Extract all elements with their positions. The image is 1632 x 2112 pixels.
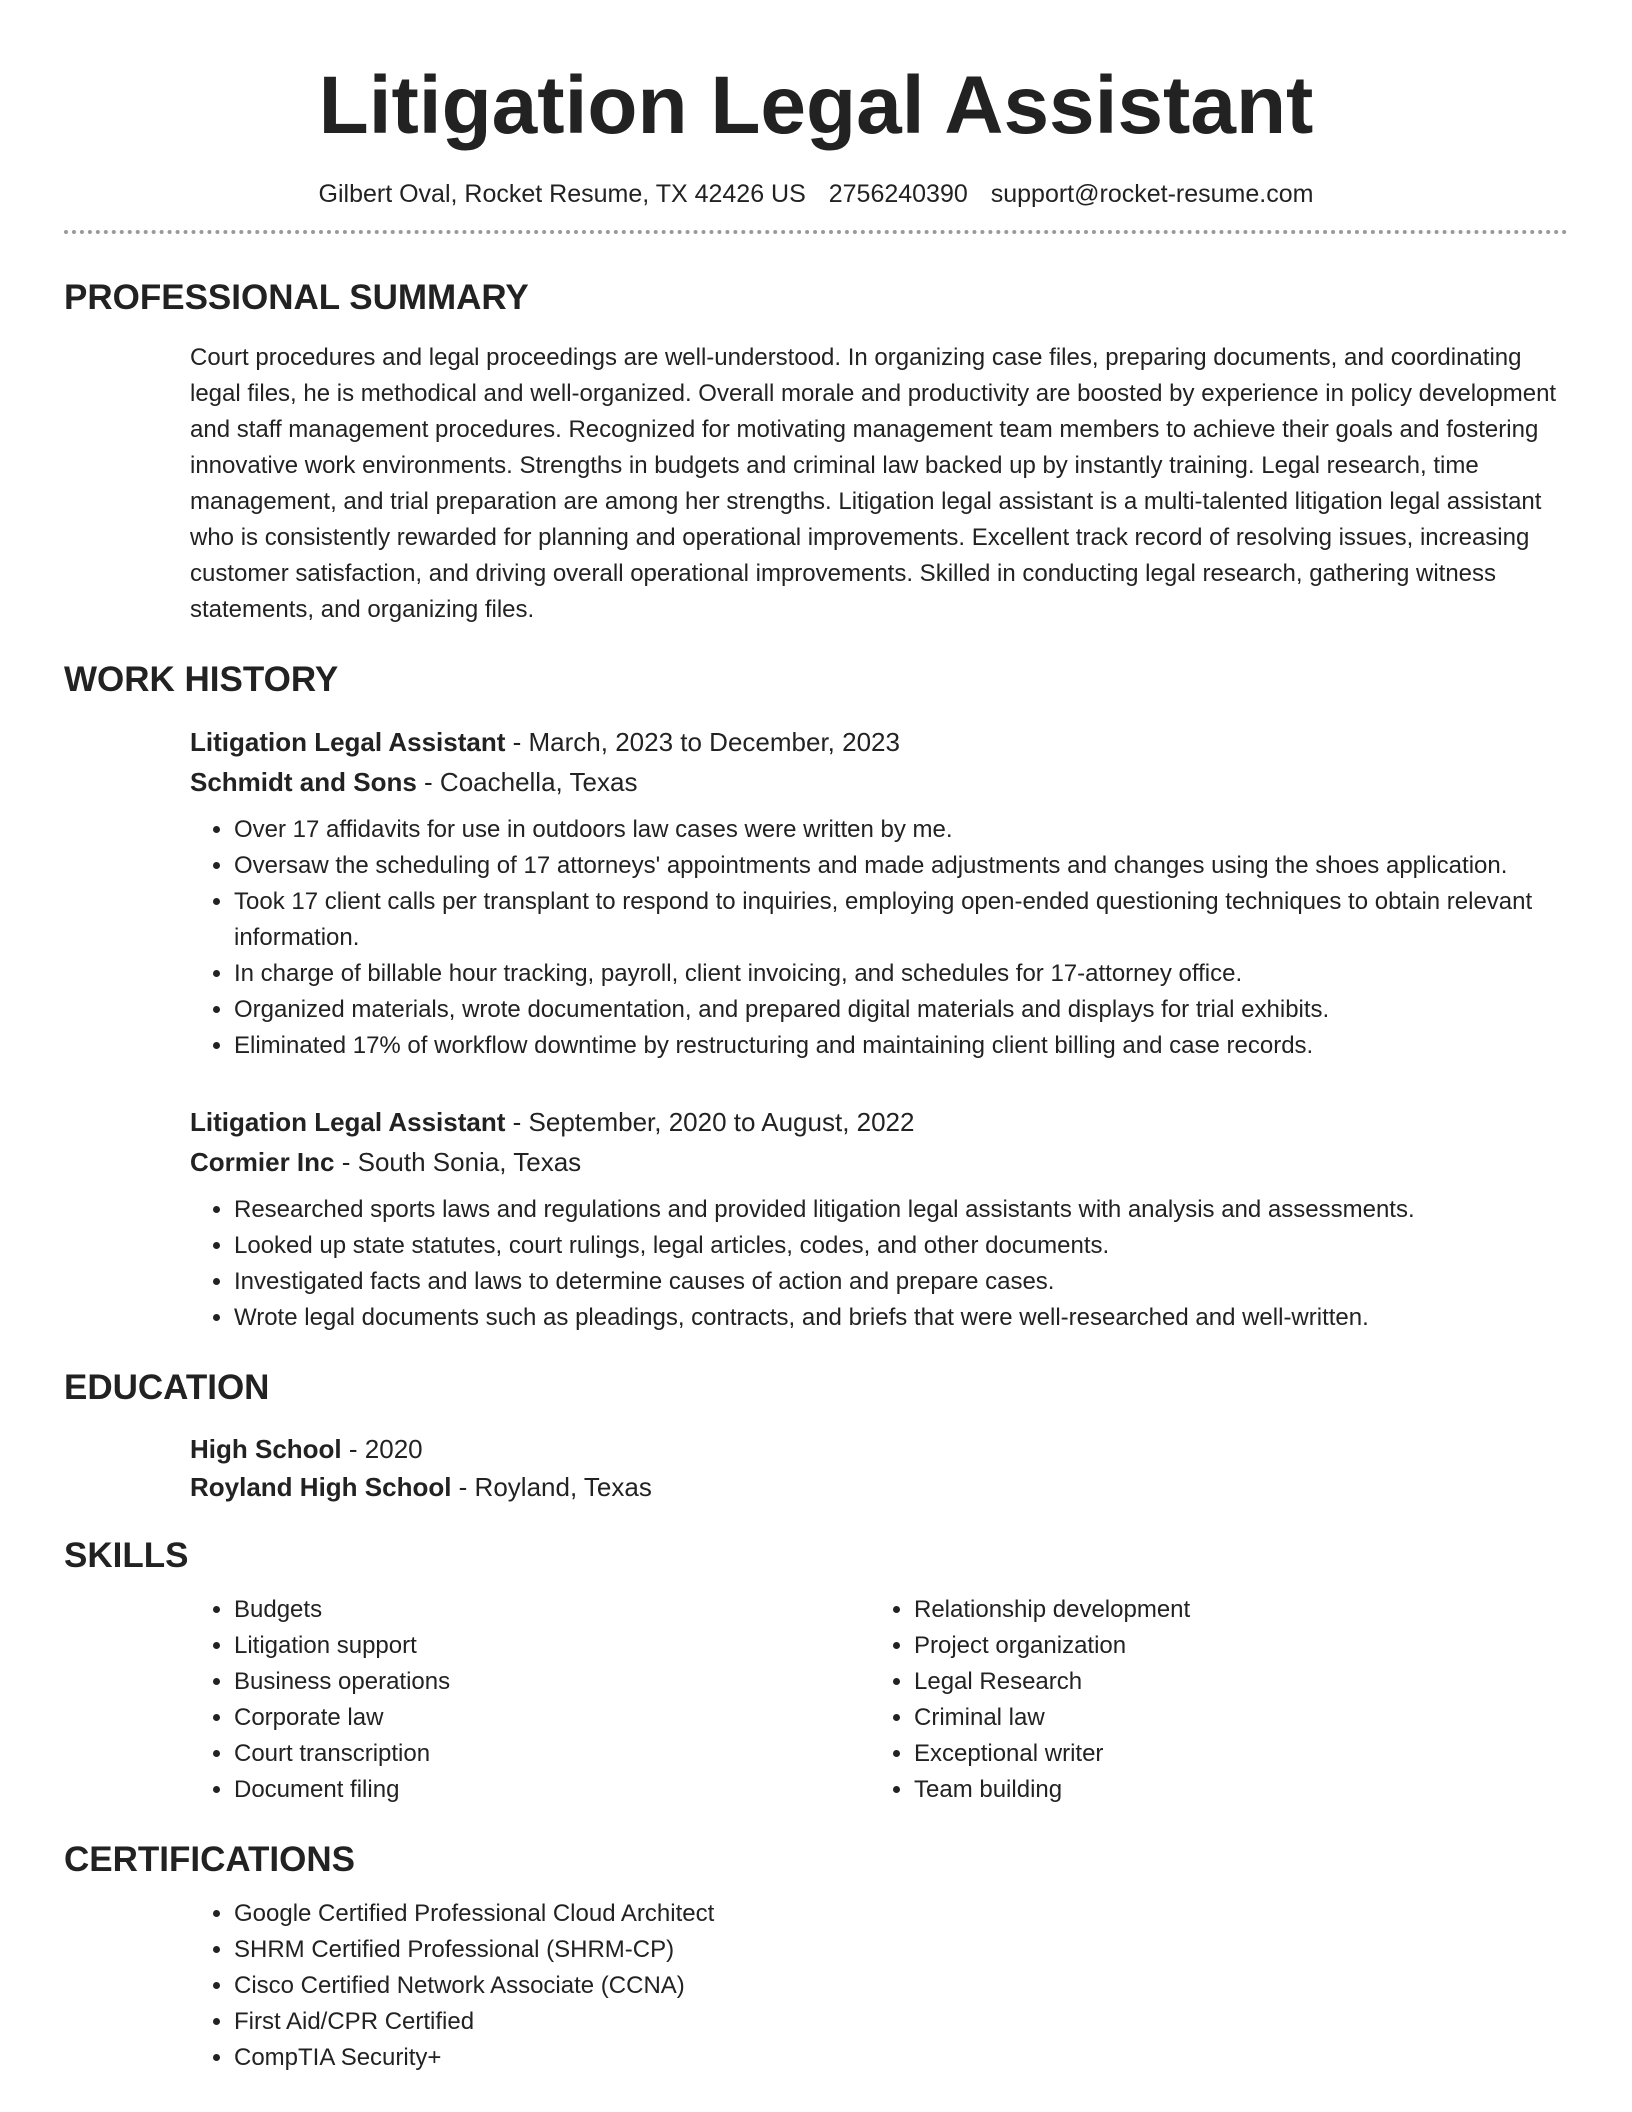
job-title: Litigation Legal Assistant bbox=[190, 1107, 506, 1137]
education-entry bbox=[190, 1430, 1568, 1506]
skill-item: • Criminal law bbox=[914, 1700, 1190, 1736]
school-line bbox=[190, 1468, 1568, 1506]
skills-column-left bbox=[190, 1592, 870, 1808]
skill-item: • Legal Research bbox=[914, 1664, 1190, 1700]
skill-item: • Relationship development bbox=[914, 1592, 1190, 1628]
job-bullet: • Took 17 client calls per transplant to respond to inquiries, employing open-ended questioning techniques to obtain relevant information. bbox=[234, 884, 1568, 956]
job-entry bbox=[190, 722, 1568, 1064]
job-bullets bbox=[190, 1192, 1568, 1336]
skill-item: • Budgets bbox=[234, 1592, 870, 1628]
contact-address: Gilbert Oval, Rocket Resume, TX 42426 US bbox=[318, 180, 806, 208]
certification-bullets bbox=[190, 1896, 1568, 2076]
skill-item: • Business operations bbox=[234, 1664, 870, 1700]
certifications-heading: CERTIFICATIONS bbox=[64, 1840, 356, 1879]
job-bullet: • Organized materials, wrote documentation, and prepared digital materials and displays for trial exhibits. bbox=[234, 992, 1568, 1028]
job-title: Litigation Legal Assistant bbox=[190, 727, 506, 757]
skill-item: • Exceptional writer bbox=[914, 1736, 1190, 1772]
header-divider bbox=[64, 230, 1568, 234]
job-bullet: • Oversaw the scheduling of 17 attorneys' appointments and made adjustments and changes using the shoes application. bbox=[234, 848, 1568, 884]
school-name: Royland High School bbox=[190, 1472, 452, 1502]
work-history-heading: WORK HISTORY bbox=[64, 660, 339, 699]
skills-column-right bbox=[870, 1592, 1190, 1808]
job-bullet: • In charge of billable hour tracking, payroll, client invoicing, and schedules for 17-attorney office. bbox=[234, 956, 1568, 992]
resume-title: Litigation Legal Assistant bbox=[318, 60, 1314, 151]
certification-item: • Google Certified Professional Cloud Architect bbox=[234, 1896, 1568, 1932]
company-line bbox=[190, 762, 1568, 802]
contact-email: support@rocket-resume.com bbox=[990, 180, 1314, 208]
skill-item: • Document filing bbox=[234, 1772, 870, 1808]
graduation-year: - 2020 bbox=[341, 1434, 423, 1464]
skill-item: • Court transcription bbox=[234, 1736, 870, 1772]
job-bullet: • Wrote legal documents such as pleadings, contracts, and briefs that were well-researched and well-written. bbox=[234, 1300, 1568, 1336]
skill-item: • Corporate law bbox=[234, 1700, 870, 1736]
degree-line bbox=[190, 1430, 1568, 1468]
education-heading: EDUCATION bbox=[64, 1368, 270, 1407]
job-bullet: • Looked up state statutes, court rulings, legal articles, codes, and other documents. bbox=[234, 1228, 1568, 1264]
contact-info bbox=[64, 178, 1568, 210]
job-dates: - September, 2020 to August, 2022 bbox=[505, 1107, 915, 1137]
contact-phone: 2756240390 bbox=[828, 180, 968, 208]
company-location: - Coachella, Texas bbox=[416, 767, 638, 797]
skill-item: • Project organization bbox=[914, 1628, 1190, 1664]
job-title-line bbox=[190, 1102, 1568, 1142]
job-bullet: • Over 17 affidavits for use in outdoors law cases were written by me. bbox=[234, 812, 1568, 848]
certification-item: • Cisco Certified Network Associate (CCNA) bbox=[234, 1968, 1568, 2004]
skills-grid bbox=[190, 1592, 1568, 1808]
job-bullet: • Eliminated 17% of workflow downtime by restructuring and maintaining client billing and case records. bbox=[234, 1028, 1568, 1064]
job-bullet: • Researched sports laws and regulations and provided litigation legal assistants with analysis and assessments. bbox=[234, 1192, 1568, 1228]
summary-heading: PROFESSIONAL SUMMARY bbox=[64, 278, 529, 317]
company-name: Schmidt and Sons bbox=[190, 767, 417, 797]
company-line bbox=[190, 1142, 1568, 1182]
job-dates: - March, 2023 to December, 2023 bbox=[505, 727, 900, 757]
certification-item: • First Aid/CPR Certified bbox=[234, 2004, 1568, 2040]
company-name: Cormier Inc bbox=[190, 1147, 335, 1177]
certifications-list bbox=[190, 1896, 1568, 2076]
school-location: - Royland, Texas bbox=[451, 1472, 652, 1502]
job-title-line bbox=[190, 722, 1568, 762]
skills-heading: SKILLS bbox=[64, 1536, 189, 1575]
company-location: - South Sonia, Texas bbox=[334, 1147, 582, 1177]
skill-item: • Team building bbox=[914, 1772, 1190, 1808]
degree: High School bbox=[190, 1434, 342, 1464]
job-bullet: • Investigated facts and laws to determine causes of action and prepare cases. bbox=[234, 1264, 1568, 1300]
certification-item: • CompTIA Security+ bbox=[234, 2040, 1568, 2076]
job-entry bbox=[190, 1102, 1568, 1336]
skill-item: • Litigation support bbox=[234, 1628, 870, 1664]
certification-item: • SHRM Certified Professional (SHRM-CP) bbox=[234, 1932, 1568, 1968]
summary-text: Court procedures and legal proceedings are well-understood. In organizing case files, preparing documents, and coordinating legal files, he is methodical and well-organized. Overall morale and productivity are boosted by experience in policy development and staff management procedures. Recognized for motivating management team members to achieve their goals and fostering innovative work environments. Strengths in budgets and criminal law backed up by instantly training. Legal research, time management, and trial preparation are among her strengths. Litigation legal assistant is a multi-talented litigation legal assistant who is consistently rewarded for planning and operational improvements. Excellent track record of resolving issues, increasing customer satisfaction, and driving overall operational improvements. Skilled in conducting legal research, gathering witness statements, and organizing files. bbox=[190, 344, 1557, 623]
job-bullets bbox=[190, 812, 1568, 1064]
